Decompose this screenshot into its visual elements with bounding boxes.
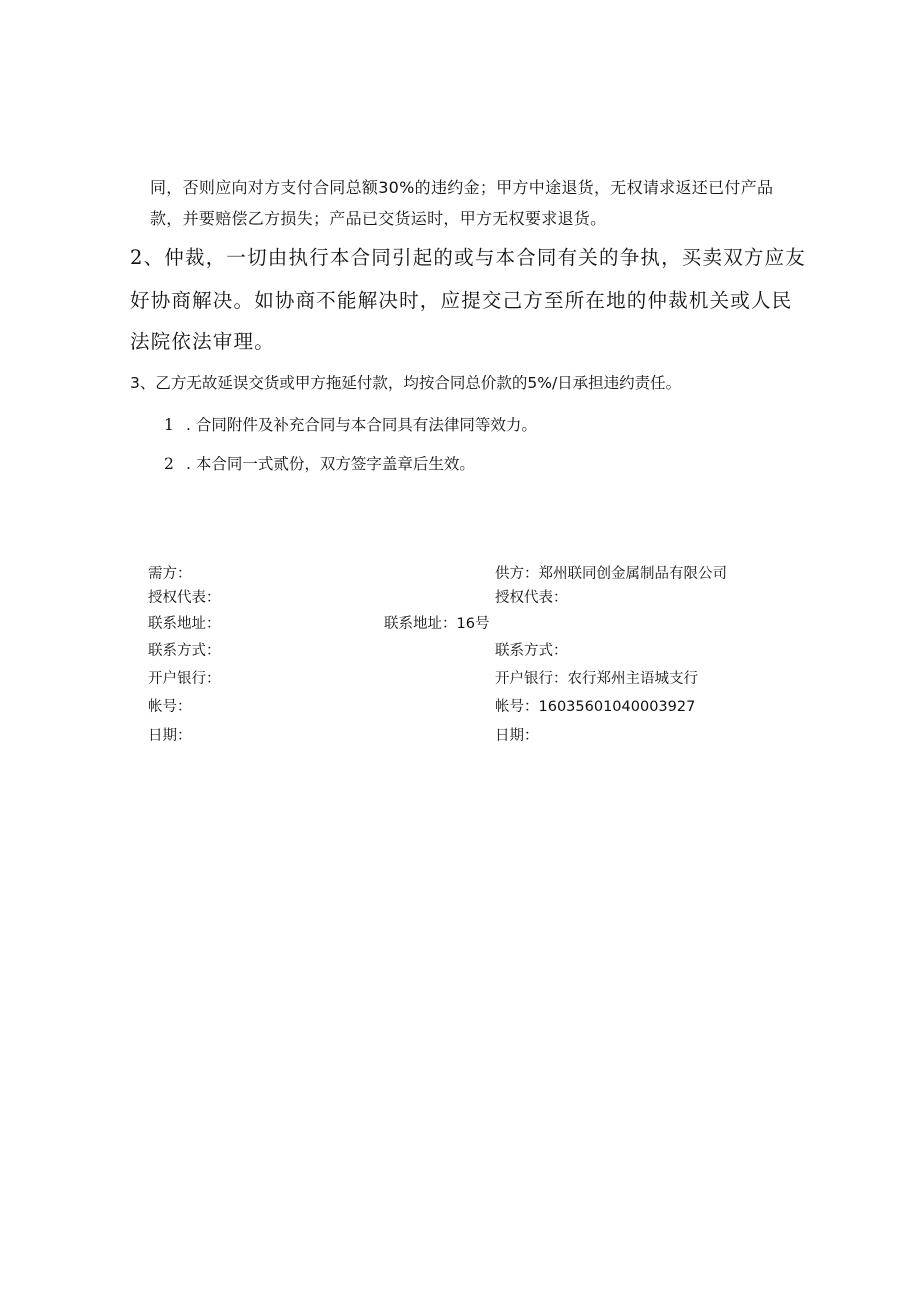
- seller-rep-label: 授权代表：: [495, 590, 568, 606]
- list-item-copies: [164, 452, 475, 474]
- buyer-party-label: 需方：: [148, 566, 192, 582]
- clause-continuation-line-1: 同，否则应向对方支付合同总额30%的违约金；甲方中途退货，无权请求返还已付产品: [150, 178, 774, 197]
- seller-account: 帐号：16035601040003927: [495, 699, 696, 715]
- delay-penalty-clause: 3、乙方无故延误交货或甲方拖延付款，均按合同总价款的5%/日承担违约责任。: [130, 374, 682, 392]
- arbitration-clause-line-3: 法院依法审理。: [130, 330, 275, 353]
- buyer-date-label: 日期：: [148, 728, 192, 744]
- list-item-attachments: [164, 413, 537, 435]
- seller-date-label: 日期：: [495, 728, 539, 744]
- seller-bank: 开户银行：农行郑州主语城支行: [495, 671, 698, 687]
- list-item-number: 2: [164, 455, 174, 473]
- list-item-number: 1: [164, 416, 174, 434]
- seller-address: 联系地址：16号: [384, 616, 490, 632]
- buyer-contact-label: 联系方式：: [148, 643, 221, 659]
- buyer-rep-label: 授权代表：: [148, 590, 221, 606]
- arbitration-clause-line-1: 2、仲裁，一切由执行本合同引起的或与本合同有关的争执，买卖双方应友: [130, 246, 807, 269]
- list-item-text: . 合同附件及补充合同与本合同具有法律同等效力。: [186, 416, 537, 434]
- list-item-text: . 本合同一式贰份，双方签字盖章后生效。: [186, 455, 475, 473]
- arbitration-clause-line-2: 好协商解决。如协商不能解决时，应提交己方至所在地的仲裁机关或人民: [130, 289, 793, 312]
- seller-party: 供方：郑州联同创金属制品有限公司: [495, 566, 727, 582]
- buyer-bank-label: 开户银行：: [148, 671, 221, 687]
- seller-contact-label: 联系方式：: [495, 643, 568, 659]
- buyer-account-label: 帐号：: [148, 699, 192, 715]
- clause-continuation-line-2: 款，并要赔偿乙方损失；产品已交货运时，甲方无权要求退货。: [150, 209, 607, 228]
- buyer-address-label: 联系地址：: [148, 616, 221, 632]
